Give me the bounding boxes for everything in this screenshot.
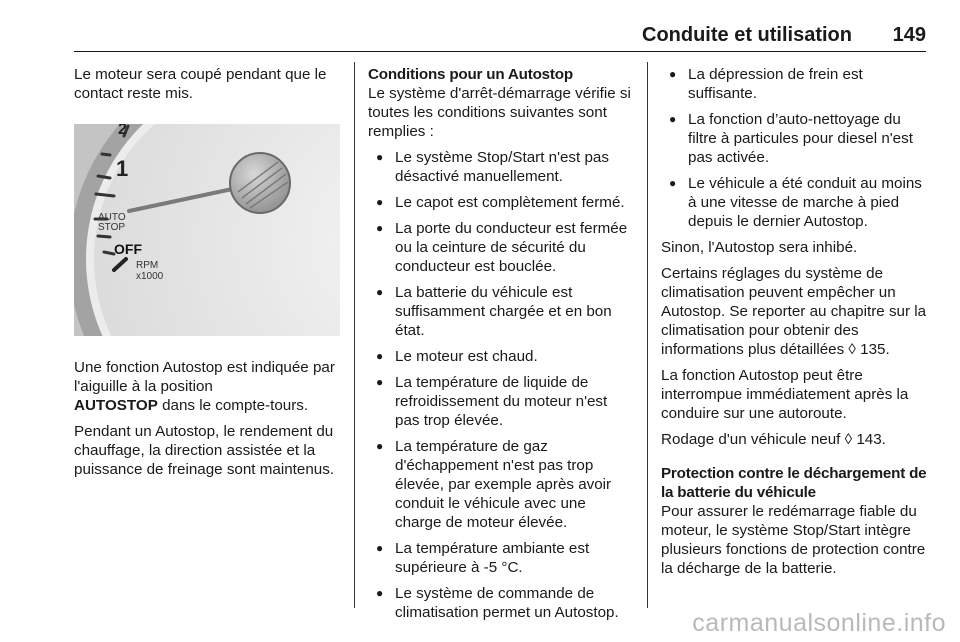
- gauge-label-1: 1: [116, 156, 129, 181]
- list-item: ● La fonction d’auto-nettoyage du filtre à particules pour diesel n'est pas activée.: [661, 110, 929, 167]
- gauge-label-2: 2: [118, 124, 127, 138]
- list-item: ● Le véhicule a été conduit au moins à une vitesse de marche à pied depuis le dernier Autostop.: [661, 174, 929, 231]
- gauge-label-stop: STOP: [98, 222, 126, 233]
- section-heading-conditions: Conditions pour un Autostop: [368, 66, 573, 83]
- list-item: ● La température ambiante est supérieure à -5 °C.: [368, 539, 634, 577]
- gauge-label-off: OFF: [114, 241, 142, 257]
- list-item: ● Le moteur est chaud.: [368, 347, 634, 366]
- column-1: [74, 65, 340, 486]
- list-item: ● Le système de commande de climatisation permet un Autostop.: [368, 584, 634, 622]
- page-header: [74, 22, 926, 52]
- autostop-term: AUTOSTOP: [74, 397, 158, 414]
- conditions-list-continued: [661, 65, 929, 231]
- column-divider-1: [354, 62, 355, 608]
- list-item: ● La porte du conducteur est fermée ou la ceinture de sécurité du conducteur est bouclée.: [368, 219, 634, 276]
- gauge-label-x1000: x1000: [136, 271, 164, 282]
- section-heading-battery: Protection contre le déchargement de la batterie du véhicule: [661, 465, 927, 501]
- col3-paragraph-1: Sinon, l'Autostop sera inhibé.: [661, 239, 858, 256]
- list-item: ● La température de liquide de refroidissement du moteur n'est pas trop élevée.: [368, 373, 634, 430]
- list-item: ● La température de gaz d'échappement n'est pas trop élevée, par exemple après avoir conduit le véhicule avec une charge de moteur élevée.: [368, 437, 634, 532]
- list-item: ● La dépression de frein est suffisante.: [661, 65, 929, 103]
- col3-paragraph-2: Certains réglages du système de climatisation peuvent empêcher un Autostop. Se reporter au chapitre sur la climatisation pour obtenir des informations plus détaillées ◊ 135.: [661, 265, 927, 358]
- col1-paragraph-1: Une fonction Autostop est indiquée par l'aiguille à la position AUTOSTOP dans le compte-tours.: [74, 359, 335, 414]
- list-item: ● La batterie du véhicule est suffisamment chargée et en bon état.: [368, 283, 634, 340]
- col3-paragraph-4: Rodage d'un véhicule neuf ◊ 143.: [661, 431, 886, 448]
- col2-intro: Le système d'arrêt-démarrage vérifie si toutes les conditions suivantes sont remplies :: [368, 85, 631, 140]
- col3-paragraph-5: Pour assurer le redémarrage fiable du moteur, le système Stop/Start intègre plusieurs fonctions de protection contre la décharge de la batterie.: [661, 503, 926, 577]
- tachometer-autostop-figure: [74, 124, 340, 336]
- column-divider-2: [647, 62, 648, 608]
- column-3: [661, 65, 929, 585]
- col1-paragraph-2: Pendant un Autostop, le rendement du chauffage, la direction assistée et la puissance de freinage sont maintenus.: [74, 423, 335, 478]
- column-2: [368, 65, 634, 629]
- list-item: ● Le système Stop/Start n'est pas désactivé manuellement.: [368, 148, 634, 186]
- gauge-label-rpm: RPM: [136, 260, 159, 271]
- watermark: carmanualsonline.info: [692, 609, 946, 637]
- list-item: ● Le capot est complètement fermé.: [368, 193, 634, 212]
- chapter-title: Conduite et utilisation: [642, 24, 852, 46]
- gauge-label-auto: AUTO: [98, 212, 126, 223]
- col3-paragraph-3: La fonction Autostop peut être interrompue immédiatement après la conduire sur une autoroute.: [661, 367, 909, 422]
- col1-intro: Le moteur sera coupé pendant que le contact reste mis.: [74, 66, 327, 102]
- conditions-list: [368, 148, 634, 622]
- page-number: 149: [892, 24, 926, 46]
